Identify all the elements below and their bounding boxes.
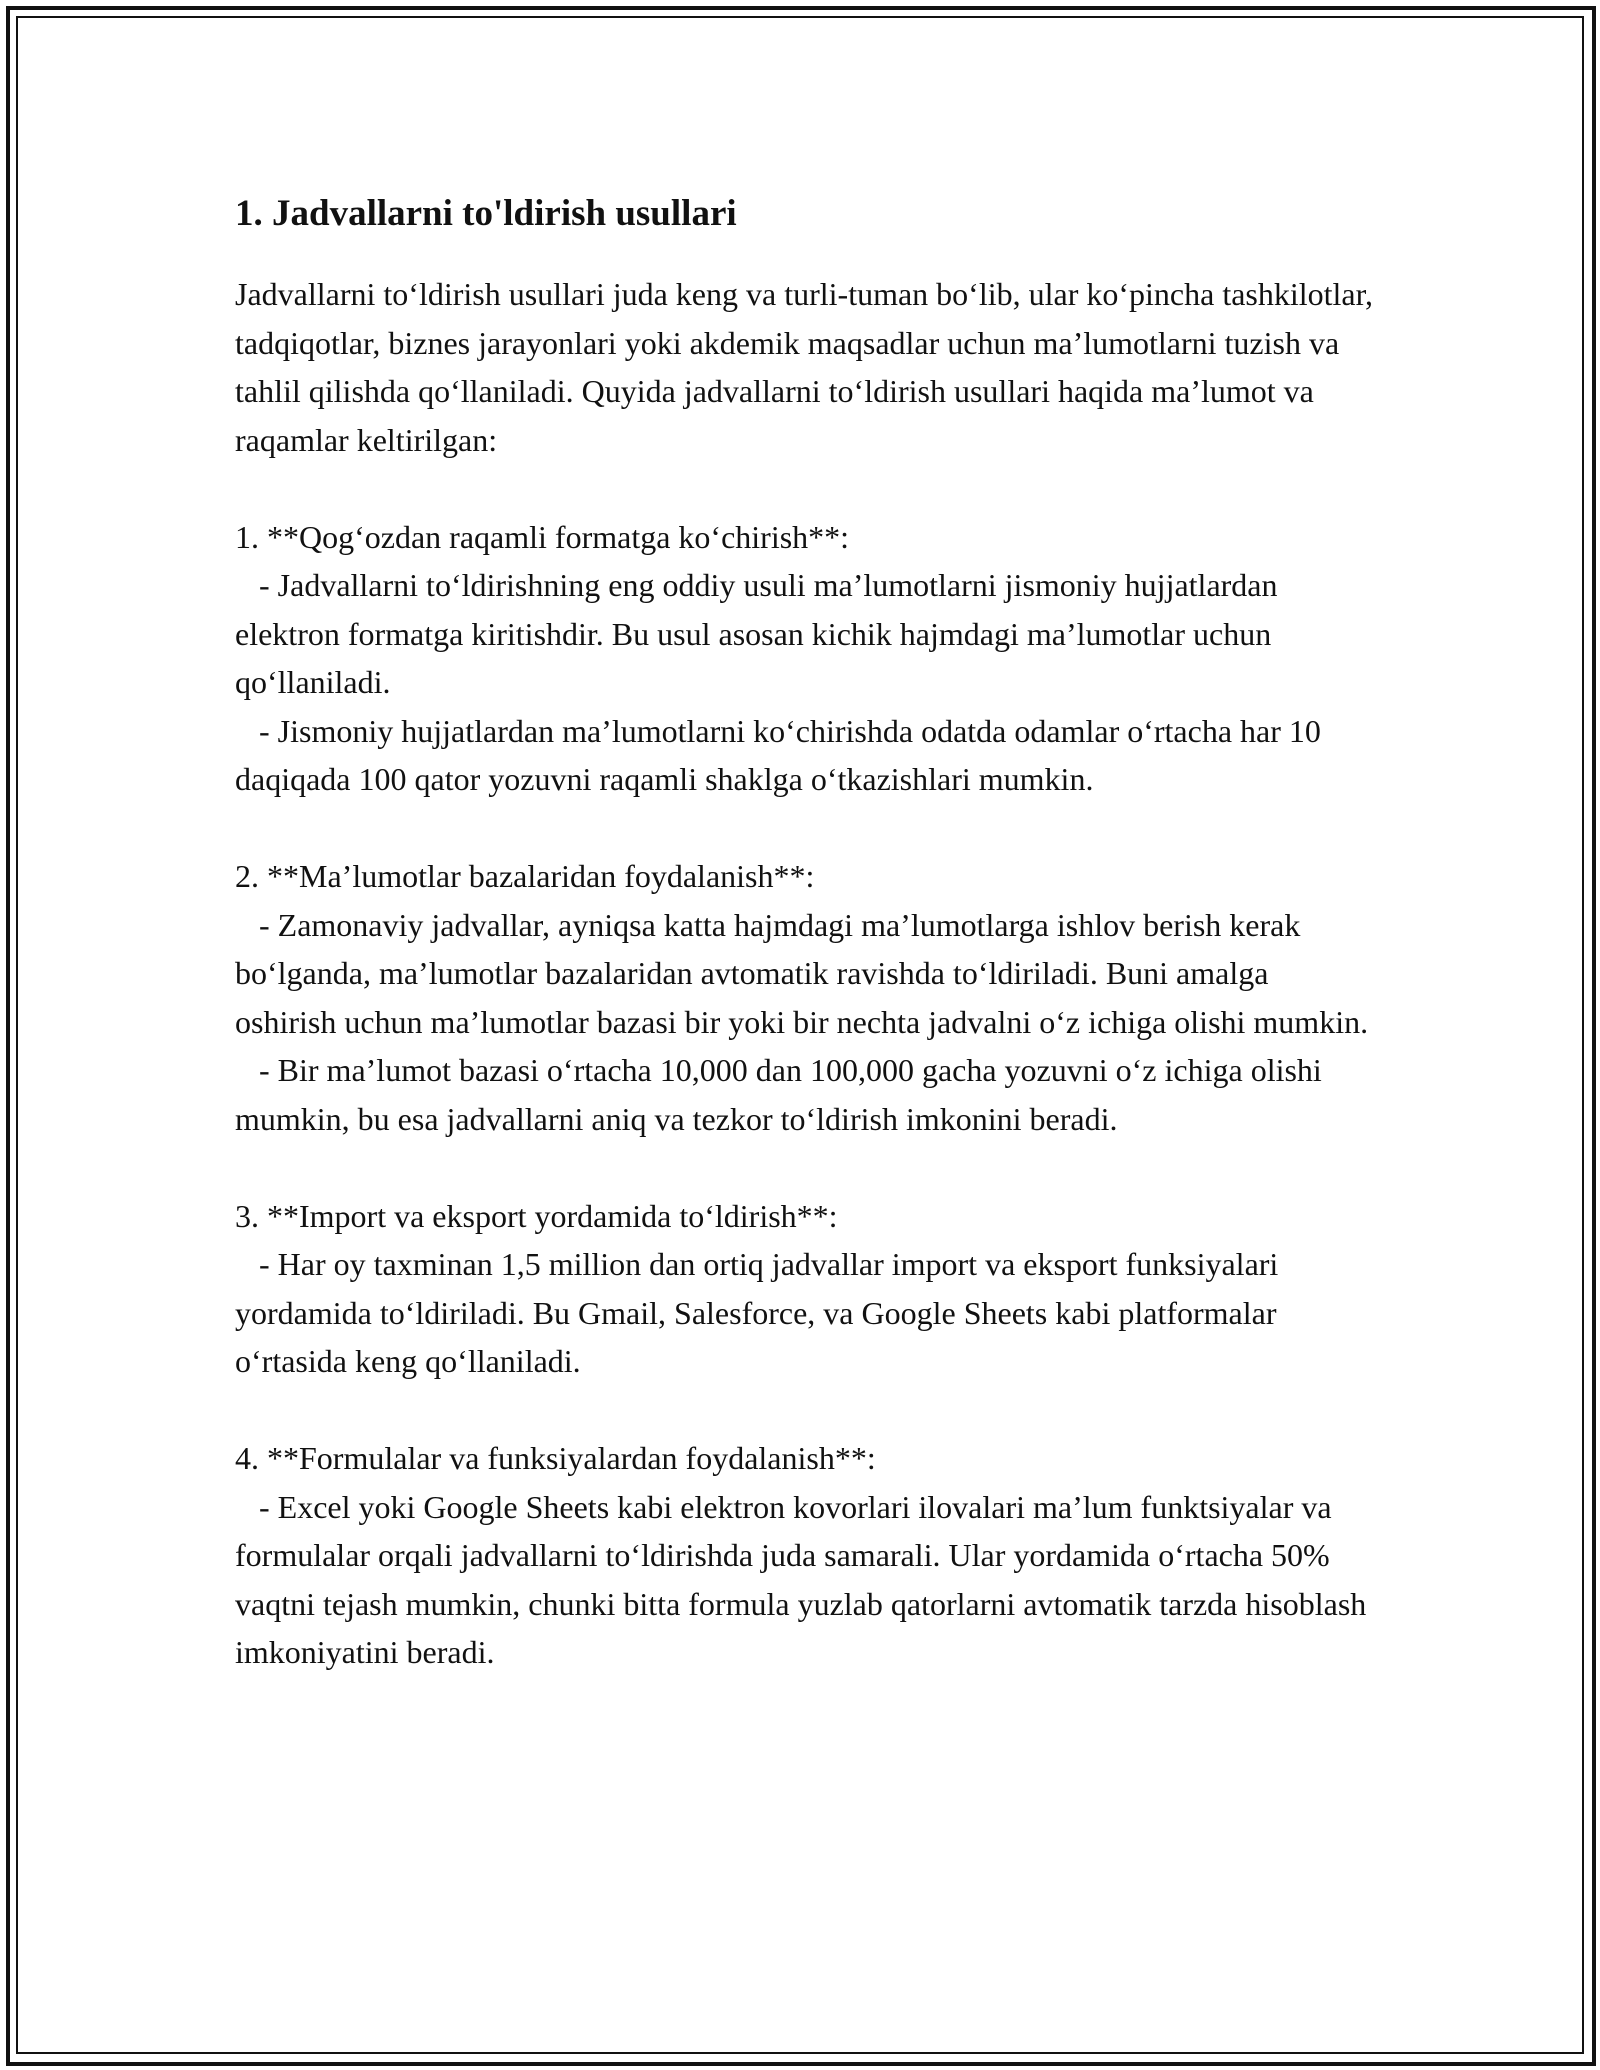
section-2-bullet-1: - Zamonaviy jadvallar, ayniqsa katta hajmdagi ma’lumotlarga ishlov berish kerak bo‘lganda, ma’lumotlar bazalaridan avtomatik ravishda to‘ldiriladi. Buni amalga oshirish uchun ma’lumotlar bazasi bir yoki bir nechta jadvalni o‘z ichiga olishi mumkin.: [235, 906, 1369, 1040]
paragraph-gap: [235, 1143, 1375, 1192]
intro-paragraph: Jadvallarni to‘ldirish usullari juda keng va turli-tuman bo‘lib, ular ko‘pincha tashkilotlar, tadqiqotlar, biznes jarayonlari yoki akdemik maqsadlar uchun ma’lumotlarni tuzish va tahlil qilishda qo‘llaniladi. Quyida jadvallarni to‘ldirish usullari haqida ma’lumot va raqamlar keltirilgan:: [235, 276, 1373, 458]
section-4-bullet-1: - Excel yoki Google Sheets kabi elektron kovorlari ilovalari ma’lum funktsiyalar va formulalar orqali jadvallarni to‘ldirishda juda samarali. Ular yordamida o‘rtacha 50% vaqtni tejash mumkin, chunki bitta formula yuzlab qatorlarni avtomatik tarzda hisoblash imkoniyatini beradi.: [235, 1488, 1375, 1670]
section-1-bullet-1: - Jadvallarni to‘ldirishning eng oddiy usuli ma’lumotlarni jismoniy hujjatlardan elektron formatga kiritishdir. Bu usul asosan kichik hajmdagi ma’lumotlar uchun qo‘llaniladi.: [235, 567, 1286, 700]
section-1-bullet-2: - Jismoniy hujjatlardan ma’lumotlarni ko‘chirishda odatda odamlar o‘rtacha har 10 daqiqada 100 qator yozuvni raqamli shaklga o‘tkazishlari mumkin.: [235, 712, 1329, 797]
section-1: [235, 513, 1375, 804]
paragraph-gap: [235, 804, 1375, 853]
section-2-title: 2. **Ma’lumotlar bazalaridan foydalanish**:: [235, 858, 815, 894]
paragraph-gap: [235, 1386, 1375, 1435]
section-4-title: 4. **Formulalar va funksiyalardan foydalanish**:: [235, 1440, 876, 1476]
paragraph-gap: [235, 464, 1375, 513]
section-2-bullet-2: - Bir ma’lumot bazasi o‘rtacha 10,000 dan 100,000 gacha yozuvni o‘z ichiga olishi mumkin, bu esa jadvallarni aniq va tezkor to‘ldirish imkonini beradi.: [235, 1052, 1330, 1137]
document-heading: 1. Jadvallarni to'ldirish usullari: [235, 193, 737, 234]
section-3: [235, 1192, 1375, 1386]
section-1-title: 1. **Qog‘ozdan raqamli formatga ko‘chirish**:: [235, 518, 850, 555]
document-page: [235, 186, 1375, 1677]
section-2: [235, 852, 1375, 1143]
section-3-title: 3. **Import va eksport yordamida to‘ldirish**:: [235, 1197, 838, 1234]
section-3-bullet-1: - Har oy taxminan 1,5 million dan ortiq jadvallar import va eksport funksiyalari yordamida to‘ldiriladi. Bu Gmail, Salesforce, va Google Sheets kabi platformalar o‘rtasida keng qo‘llaniladi.: [235, 1246, 1287, 1379]
section-4: [235, 1434, 1375, 1677]
